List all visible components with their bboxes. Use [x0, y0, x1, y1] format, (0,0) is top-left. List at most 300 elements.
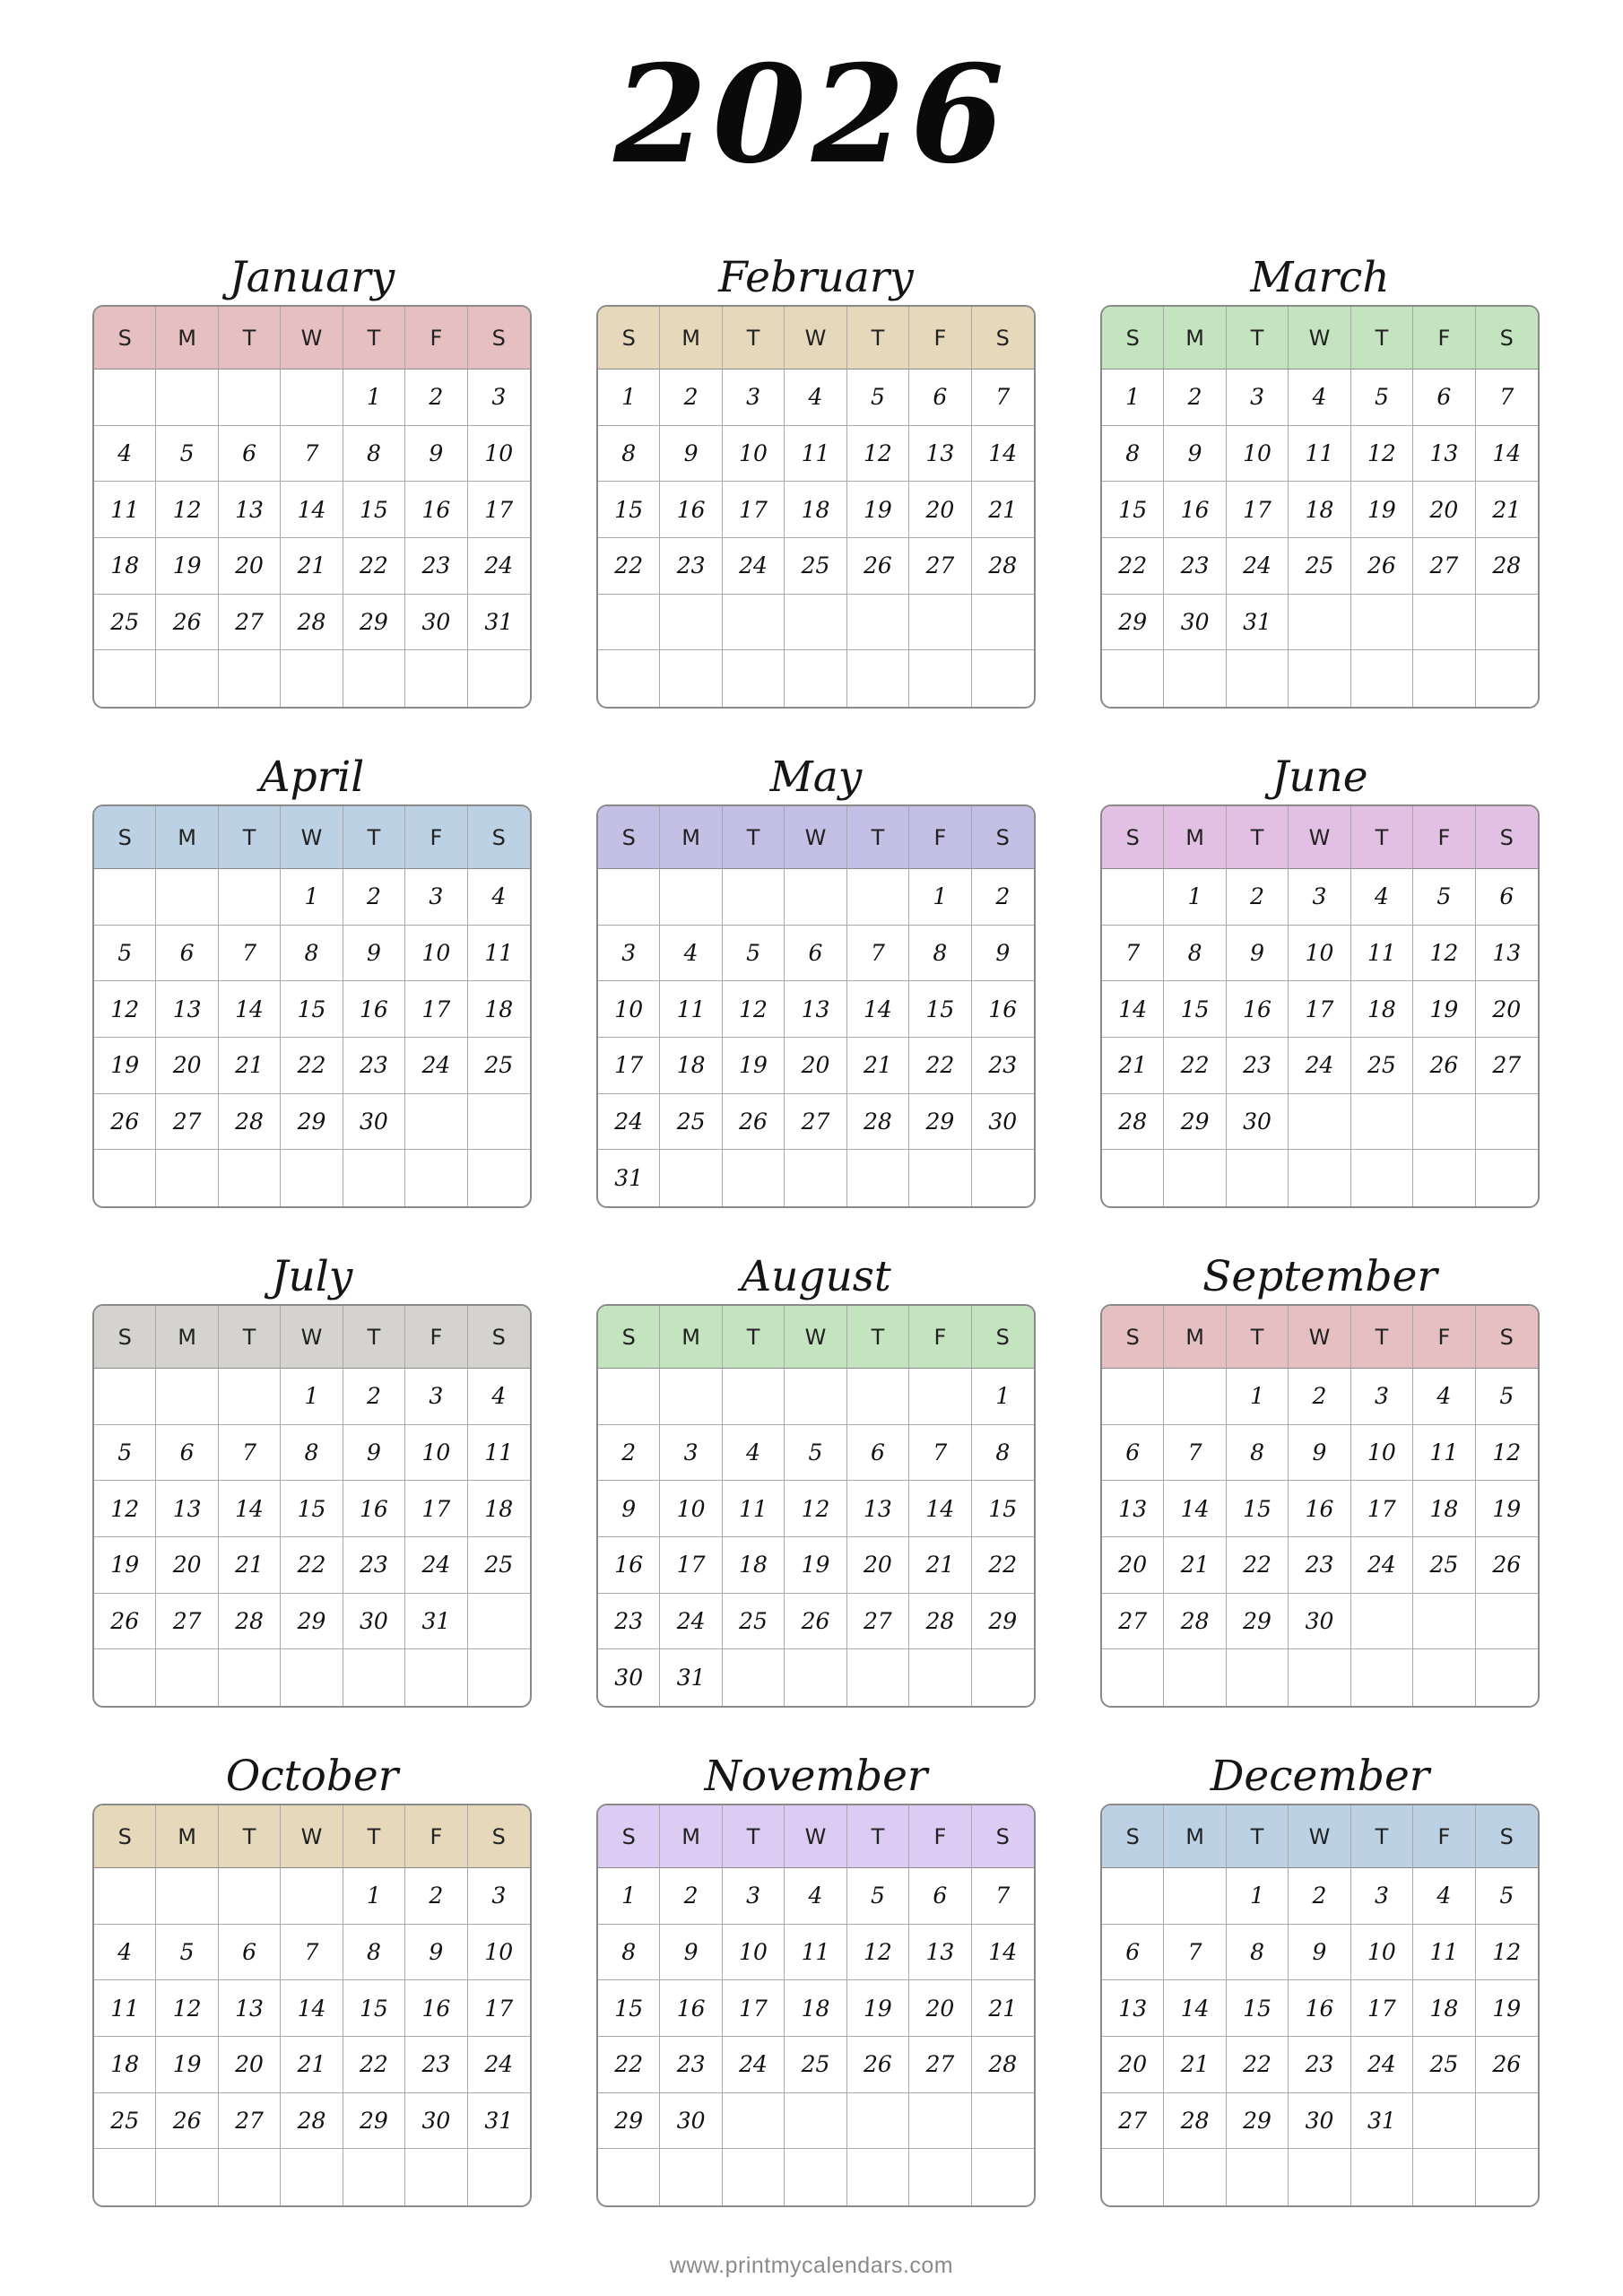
day-cell: 18	[94, 2037, 156, 2093]
day-cell: 23	[405, 538, 467, 595]
empty-cell	[723, 2093, 785, 2150]
empty-cell	[405, 650, 467, 707]
day-cell: 16	[1164, 482, 1226, 538]
day-cell: 18	[468, 1481, 530, 1537]
day-cell: 22	[1102, 538, 1164, 595]
month-title: December	[1210, 1752, 1430, 1801]
day-cell: 23	[1227, 1038, 1289, 1094]
day-cell: 18	[1413, 1980, 1475, 2037]
day-cell: 21	[219, 1537, 281, 1594]
empty-cell	[1289, 1649, 1350, 1706]
day-cell: 20	[219, 538, 281, 595]
day-cell: 4	[94, 1925, 156, 1981]
day-cell: 7	[1102, 926, 1164, 982]
weekday-header: T	[219, 1805, 281, 1868]
empty-cell	[723, 1649, 785, 1706]
day-cell: 9	[598, 1481, 660, 1537]
empty-cell	[468, 1594, 530, 1650]
empty-cell	[219, 1369, 281, 1425]
day-cell: 21	[847, 1038, 909, 1094]
day-cell: 23	[660, 538, 722, 595]
day-cell: 4	[1413, 1868, 1475, 1925]
day-cell: 22	[1227, 2037, 1289, 2093]
weekday-header: S	[94, 307, 156, 370]
day-cell: 19	[156, 2037, 218, 2093]
empty-cell	[785, 1649, 846, 1706]
day-cell: 2	[405, 370, 467, 426]
empty-cell	[1289, 1150, 1350, 1206]
empty-cell	[785, 2149, 846, 2205]
day-cell: 8	[281, 1425, 343, 1482]
day-cell: 4	[723, 1425, 785, 1482]
day-cell: 19	[1413, 981, 1475, 1038]
day-cell: 7	[219, 926, 281, 982]
day-cell: 24	[405, 1537, 467, 1594]
day-cell: 11	[785, 1925, 846, 1981]
day-cell: 12	[1476, 1425, 1538, 1482]
day-cell: 1	[598, 1868, 660, 1925]
day-cell: 1	[909, 869, 971, 926]
day-cell: 9	[972, 926, 1034, 982]
day-cell: 6	[156, 1425, 218, 1482]
empty-cell	[1351, 595, 1413, 651]
empty-cell	[972, 1649, 1034, 1706]
day-cell: 30	[972, 1094, 1034, 1151]
day-cell: 22	[1164, 1038, 1226, 1094]
empty-cell	[598, 2149, 660, 2205]
month-february	[596, 247, 1036, 709]
day-cell: 9	[660, 1925, 722, 1981]
day-cell: 10	[723, 1925, 785, 1981]
day-cell: 24	[468, 538, 530, 595]
day-cell: 19	[94, 1537, 156, 1594]
weekday-header: W	[785, 806, 846, 869]
empty-cell	[1413, 1150, 1475, 1206]
day-cell: 25	[1413, 1537, 1475, 1594]
day-cell: 3	[660, 1425, 722, 1482]
day-cell: 10	[1227, 426, 1289, 483]
empty-cell	[723, 650, 785, 707]
weekday-header: S	[972, 1805, 1034, 1868]
day-cell: 13	[219, 482, 281, 538]
empty-cell	[1164, 2149, 1226, 2205]
day-cell: 10	[660, 1481, 722, 1537]
day-cell: 3	[598, 926, 660, 982]
day-cell: 12	[847, 1925, 909, 1981]
day-cell: 3	[405, 869, 467, 926]
day-cell: 24	[723, 2037, 785, 2093]
weekday-header: T	[1227, 1306, 1289, 1369]
day-cell: 19	[723, 1038, 785, 1094]
empty-cell	[972, 650, 1034, 707]
day-cell: 25	[1289, 538, 1350, 595]
day-cell: 16	[1227, 981, 1289, 1038]
empty-cell	[219, 869, 281, 926]
empty-cell	[660, 595, 722, 651]
day-cell: 1	[343, 370, 405, 426]
empty-cell	[847, 869, 909, 926]
day-cell: 17	[598, 1038, 660, 1094]
day-cell: 27	[1476, 1038, 1538, 1094]
day-cell: 28	[1164, 1594, 1226, 1650]
day-cell: 13	[847, 1481, 909, 1537]
day-cell: 3	[1289, 869, 1350, 926]
weekday-header: S	[1476, 1306, 1538, 1369]
day-cell: 9	[1164, 426, 1226, 483]
weekday-header: S	[1476, 806, 1538, 869]
weekday-header: T	[847, 1306, 909, 1369]
month-title: October	[225, 1752, 399, 1801]
day-cell: 5	[1351, 370, 1413, 426]
month-june	[1100, 746, 1540, 1208]
day-cell: 29	[343, 2093, 405, 2150]
day-cell: 19	[847, 1980, 909, 2037]
empty-cell	[94, 1369, 156, 1425]
day-cell: 8	[1102, 426, 1164, 483]
day-cell: 18	[94, 538, 156, 595]
day-cell: 27	[156, 1094, 218, 1151]
empty-cell	[785, 869, 846, 926]
day-cell: 28	[847, 1094, 909, 1151]
empty-cell	[909, 650, 971, 707]
day-cell: 23	[1289, 1537, 1350, 1594]
day-cell: 30	[405, 595, 467, 651]
day-cell: 8	[598, 426, 660, 483]
day-cell: 2	[405, 1868, 467, 1925]
day-cell: 15	[1102, 482, 1164, 538]
day-cell: 25	[1413, 2037, 1475, 2093]
weekday-header: T	[219, 307, 281, 370]
empty-cell	[281, 370, 343, 426]
day-cell: 31	[1351, 2093, 1413, 2150]
month-title: September	[1202, 1252, 1437, 1301]
weekday-header: T	[723, 806, 785, 869]
weekday-header: F	[405, 307, 467, 370]
day-cell: 9	[405, 1925, 467, 1981]
day-cell: 22	[343, 538, 405, 595]
empty-cell	[1227, 2149, 1289, 2205]
empty-cell	[660, 1369, 722, 1425]
day-cell: 5	[1476, 1868, 1538, 1925]
day-cell: 17	[1351, 1980, 1413, 2037]
weekday-header: F	[909, 806, 971, 869]
empty-cell	[219, 1150, 281, 1206]
day-cell: 4	[660, 926, 722, 982]
day-cell: 7	[1164, 1925, 1226, 1981]
weekday-header: S	[1102, 307, 1164, 370]
empty-cell	[1102, 650, 1164, 707]
empty-cell	[281, 650, 343, 707]
empty-cell	[785, 2093, 846, 2150]
empty-cell	[156, 1868, 218, 1925]
day-cell: 3	[1227, 370, 1289, 426]
day-cell: 27	[785, 1094, 846, 1151]
day-cell: 9	[1289, 1425, 1350, 1482]
day-cell: 20	[219, 2037, 281, 2093]
empty-cell	[1476, 1649, 1538, 1706]
weekday-header: T	[1351, 806, 1413, 869]
day-cell: 28	[219, 1594, 281, 1650]
day-cell: 13	[1102, 1481, 1164, 1537]
weekday-header: F	[1413, 307, 1475, 370]
empty-cell	[1413, 1594, 1475, 1650]
empty-cell	[94, 650, 156, 707]
day-cell: 22	[909, 1038, 971, 1094]
day-cell: 8	[598, 1925, 660, 1981]
month-grid	[1100, 1304, 1540, 1708]
empty-cell	[847, 1649, 909, 1706]
empty-cell	[1289, 2149, 1350, 2205]
day-cell: 24	[1351, 1537, 1413, 1594]
day-cell: 9	[405, 426, 467, 483]
weekday-header: S	[1102, 1805, 1164, 1868]
empty-cell	[1476, 595, 1538, 651]
day-cell: 27	[1102, 2093, 1164, 2150]
day-cell: 15	[598, 482, 660, 538]
empty-cell	[156, 1150, 218, 1206]
empty-cell	[219, 370, 281, 426]
day-cell: 8	[281, 926, 343, 982]
day-cell: 5	[94, 926, 156, 982]
weekday-header: M	[156, 307, 218, 370]
day-cell: 30	[1164, 595, 1226, 651]
day-cell: 30	[1289, 1594, 1350, 1650]
day-cell: 12	[723, 981, 785, 1038]
day-cell: 5	[94, 1425, 156, 1482]
day-cell: 6	[1102, 1925, 1164, 1981]
day-cell: 1	[281, 869, 343, 926]
empty-cell	[1102, 1868, 1164, 1925]
day-cell: 15	[1164, 981, 1226, 1038]
empty-cell	[1164, 1369, 1226, 1425]
empty-cell	[1413, 1649, 1475, 1706]
day-cell: 7	[972, 1868, 1034, 1925]
day-cell: 16	[972, 981, 1034, 1038]
empty-cell	[1164, 1150, 1226, 1206]
day-cell: 28	[281, 595, 343, 651]
day-cell: 11	[1413, 1425, 1475, 1482]
empty-cell	[598, 1369, 660, 1425]
day-cell: 12	[94, 981, 156, 1038]
empty-cell	[1351, 1094, 1413, 1151]
day-cell: 10	[405, 926, 467, 982]
day-cell: 23	[1289, 2037, 1350, 2093]
day-cell: 5	[723, 926, 785, 982]
day-cell: 13	[909, 1925, 971, 1981]
day-cell: 5	[847, 1868, 909, 1925]
year-title: 2026	[613, 36, 1010, 194]
empty-cell	[405, 1094, 467, 1151]
weekday-header: T	[343, 806, 405, 869]
day-cell: 20	[1413, 482, 1475, 538]
day-cell: 20	[909, 482, 971, 538]
weekday-header: M	[660, 806, 722, 869]
empty-cell	[1351, 1150, 1413, 1206]
day-cell: 23	[660, 2037, 722, 2093]
day-cell: 11	[468, 1425, 530, 1482]
day-cell: 21	[1476, 482, 1538, 538]
day-cell: 16	[1289, 1481, 1350, 1537]
empty-cell	[1476, 1150, 1538, 1206]
day-cell: 19	[156, 538, 218, 595]
day-cell: 27	[909, 2037, 971, 2093]
day-cell: 16	[660, 482, 722, 538]
day-cell: 21	[219, 1038, 281, 1094]
day-cell: 15	[598, 1980, 660, 2037]
day-cell: 19	[1476, 1481, 1538, 1537]
empty-cell	[468, 1094, 530, 1151]
day-cell: 20	[847, 1537, 909, 1594]
empty-cell	[1289, 1094, 1350, 1151]
day-cell: 23	[343, 1537, 405, 1594]
day-cell: 27	[909, 538, 971, 595]
empty-cell	[1413, 650, 1475, 707]
empty-cell	[281, 2149, 343, 2205]
day-cell: 25	[468, 1038, 530, 1094]
day-cell: 28	[1476, 538, 1538, 595]
empty-cell	[1102, 2149, 1164, 2205]
day-cell: 11	[468, 926, 530, 982]
day-cell: 5	[785, 1425, 846, 1482]
day-cell: 6	[219, 426, 281, 483]
day-cell: 22	[598, 2037, 660, 2093]
empty-cell	[1413, 2149, 1475, 2205]
day-cell: 19	[1476, 1980, 1538, 2037]
day-cell: 2	[1289, 1868, 1350, 1925]
weekday-header: S	[468, 1306, 530, 1369]
weekday-header: S	[598, 1306, 660, 1369]
day-cell: 10	[468, 426, 530, 483]
month-grid	[92, 305, 532, 709]
empty-cell	[972, 1150, 1034, 1206]
empty-cell	[94, 1649, 156, 1706]
day-cell: 4	[1413, 1369, 1475, 1425]
day-cell: 4	[1351, 869, 1413, 926]
day-cell: 1	[281, 1369, 343, 1425]
weekday-header: S	[598, 1805, 660, 1868]
day-cell: 12	[1476, 1925, 1538, 1981]
day-cell: 27	[847, 1594, 909, 1650]
day-cell: 21	[972, 482, 1034, 538]
empty-cell	[909, 2093, 971, 2150]
day-cell: 17	[723, 482, 785, 538]
month-may	[596, 746, 1036, 1208]
empty-cell	[219, 650, 281, 707]
day-cell: 13	[1102, 1980, 1164, 2037]
empty-cell	[660, 2149, 722, 2205]
day-cell: 5	[1476, 1369, 1538, 1425]
day-cell: 28	[219, 1094, 281, 1151]
day-cell: 23	[405, 2037, 467, 2093]
empty-cell	[405, 1150, 467, 1206]
weekday-header: M	[156, 1805, 218, 1868]
day-cell: 23	[598, 1594, 660, 1650]
day-cell: 30	[343, 1594, 405, 1650]
empty-cell	[1351, 1594, 1413, 1650]
day-cell: 30	[1227, 1094, 1289, 1151]
day-cell: 18	[660, 1038, 722, 1094]
empty-cell	[156, 1649, 218, 1706]
day-cell: 24	[660, 1594, 722, 1650]
footer-website[interactable]: www.printmycalendars.com	[669, 2253, 954, 2278]
day-cell: 16	[660, 1980, 722, 2037]
month-grid	[92, 1304, 532, 1708]
day-cell: 16	[343, 981, 405, 1038]
day-cell: 11	[723, 1481, 785, 1537]
day-cell: 22	[281, 1038, 343, 1094]
weekday-header: W	[1289, 307, 1350, 370]
month-grid	[1100, 804, 1540, 1208]
empty-cell	[1413, 2093, 1475, 2150]
empty-cell	[723, 1369, 785, 1425]
day-cell: 9	[1227, 926, 1289, 982]
weekday-header: S	[94, 806, 156, 869]
empty-cell	[909, 1150, 971, 1206]
day-cell: 29	[1227, 2093, 1289, 2150]
day-cell: 16	[1289, 1980, 1350, 2037]
day-cell: 3	[1351, 1868, 1413, 1925]
empty-cell	[281, 1649, 343, 1706]
day-cell: 29	[281, 1094, 343, 1151]
weekday-header: S	[468, 1805, 530, 1868]
day-cell: 28	[281, 2093, 343, 2150]
day-cell: 8	[1227, 1925, 1289, 1981]
day-cell: 18	[468, 981, 530, 1038]
empty-cell	[1102, 869, 1164, 926]
day-cell: 4	[468, 1369, 530, 1425]
day-cell: 24	[1289, 1038, 1350, 1094]
weekday-header: W	[281, 1805, 343, 1868]
month-november	[596, 1745, 1036, 2207]
day-cell: 15	[343, 482, 405, 538]
month-title: January	[229, 253, 395, 302]
weekday-header: T	[219, 806, 281, 869]
day-cell: 8	[909, 926, 971, 982]
empty-cell	[1102, 1150, 1164, 1206]
day-cell: 22	[343, 2037, 405, 2093]
day-cell: 14	[972, 426, 1034, 483]
day-cell: 26	[1476, 1537, 1538, 1594]
day-cell: 25	[94, 595, 156, 651]
empty-cell	[723, 595, 785, 651]
day-cell: 7	[909, 1425, 971, 1482]
month-april	[92, 746, 532, 1208]
day-cell: 11	[660, 981, 722, 1038]
day-cell: 2	[1227, 869, 1289, 926]
weekday-header: T	[1351, 1805, 1413, 1868]
day-cell: 27	[156, 1594, 218, 1650]
day-cell: 26	[1351, 538, 1413, 595]
weekday-header: T	[343, 1306, 405, 1369]
day-cell: 25	[660, 1094, 722, 1151]
empty-cell	[660, 869, 722, 926]
day-cell: 11	[94, 1980, 156, 2037]
day-cell: 20	[785, 1038, 846, 1094]
day-cell: 25	[94, 2093, 156, 2150]
day-cell: 26	[847, 2037, 909, 2093]
day-cell: 2	[598, 1425, 660, 1482]
day-cell: 5	[156, 426, 218, 483]
day-cell: 30	[405, 2093, 467, 2150]
day-cell: 20	[156, 1537, 218, 1594]
day-cell: 21	[281, 2037, 343, 2093]
empty-cell	[156, 869, 218, 926]
day-cell: 26	[156, 2093, 218, 2150]
empty-cell	[909, 1649, 971, 1706]
weekday-header: W	[1289, 806, 1350, 869]
day-cell: 28	[1164, 2093, 1226, 2150]
day-cell: 12	[156, 1980, 218, 2037]
